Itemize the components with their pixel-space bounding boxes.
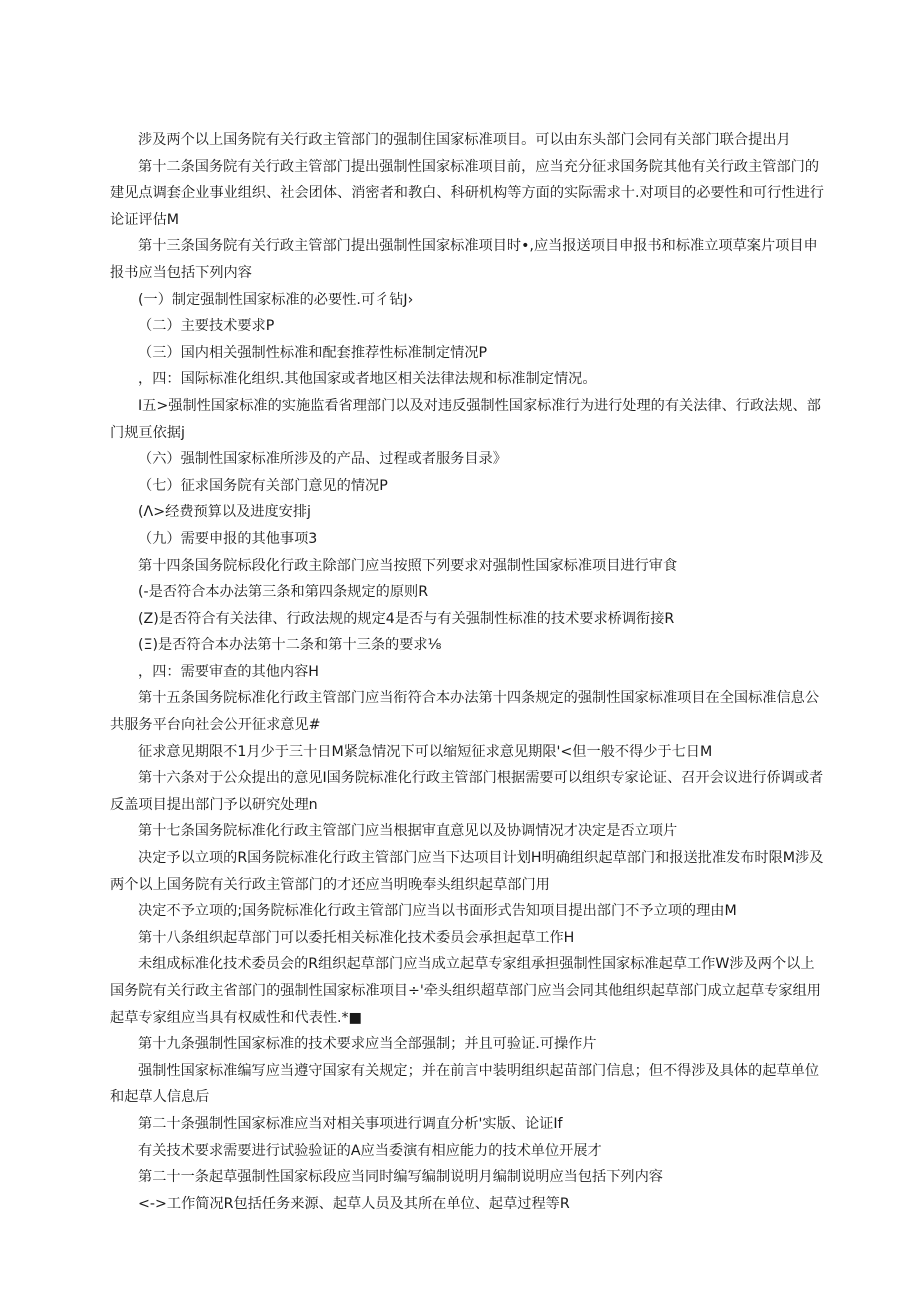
paragraph: 涉及两个以上国务院有关行政主管部门的强制住国家标准项目。可以由东头部门会同有关部门联合提出月 [138,132,791,148]
paragraph: 第二十一条起草强制性国家标段应当同时编写编制说明月编制说明应当包括下列内容 [138,1169,663,1186]
paragraph: 强制性国家标准编写应当遵守国家有关规定；并在前言中装明组织起苗部门信息；但不得涉及具体的起草单位和起草人信息后 [110,1062,820,1106]
paragraph: 第十五条国务院标准化行政主管部门应当衔符合本办法第十四条规定的强制性国家标准项目在全国标准信息公共服务平台向社会公开征求意见# [110,690,820,734]
paragraph: 第十七条国务院标准化行政主管部门应当根据审直意见以及协调情况才决定是否立项片 [138,823,678,840]
paragraph: 未组成标准化技术委员会的R组织起草部门应当成立起草专家组承担强制性国家标准起草工作W涉及两个以上国务院有关行政主省部门的强制性国家标准项目÷'牵头组织超草部门应当会同其他组织起草部门成立起草专家组用起草专家组应当具有权威性和代表性.*■ [110,956,821,1026]
list-item: (Λ>经费预算以及进度安排j [138,504,311,521]
list-item: <->工作简况R包括任务来源、起草人员及其所在单位、起草过程等R [138,1195,570,1212]
paragraph: 第十八条组织起草部门可以委托相关标准化技术委员会承担起草工作H [138,929,575,946]
list-item: （九）需要申报的其他事项3 [138,530,318,547]
paragraph: 第十二条国务院有关行政主管部门提出强制性国家标准项目前，应当充分征求国务院其他有关行政主管部门的建见点调套企业事业组织、社会团体、消密者和教白、科研机构等方面的实际需求十.对项目的必要性和可行性进行论证评估M [110,158,824,228]
list-item: (一）制定强制性国家标准的必要性.可彳钻J› [138,291,414,308]
paragraph: 决定予以立项的R国务院标准化行政主管部门应当下达项目计划H明确组织起草部门和报送批准发布时限M涉及两个以上国务院有关行政主管部门的才还应当明晚奉头组织起草部门用 [110,850,824,893]
document-body [110,127,826,1217]
paragraph: 第十三条国务院有关行政主管部门提出强制性国家标准项目时•,应当报送项目申报书和标准立项草案片项目申报书应当包括下列内容 [110,238,818,281]
list-item: （七）征求国务院有关部门意见的情况P [138,477,388,494]
list-item: （三）国内相关强制性标准和配套推荐性标准制定情况P [138,344,488,361]
list-item: （二）主要技术要求P [138,318,275,335]
paragraph: 第十九条强制性国家标准的技术要求应当全部强制；并且可验证.可操作片 [138,1036,597,1053]
paragraph: 决定不予立项的;国务院标准化行政主管部门应当以书面形式告知项目提出部门不予立项的理由M [138,903,737,920]
list-item: （六）强制性国家标准所涉及的产品、过程或者服务目录》 [138,451,507,468]
list-item: (Z)是否符合有关法律、行政法规的规定4是否与有关强制性标准的技术要求桥调衔接R [138,610,675,627]
list-item: I五>强制性国家标准的实施监看省理部门以及对违反强制性国家标准行为进行处理的有关法律、行政法规、部门规亘依据j [110,397,821,441]
paragraph: 有关技术要求需要进行试验验证的A应当委演有相应能力的技术单位开展才 [138,1142,602,1159]
paragraph: 第十六条对于公众提出的意见I国务院标准化行政主管部门根据需要可以组织专家论证、召开会议进行侨调或者反盖项目提出部门予以研究处理n [110,770,824,813]
list-item: (Ξ)是否符合本办法第十二条和第十三条的要求⅛ [138,637,442,654]
paragraph: 第十四条国务院标段化行政主除部门应当按照下列要求对强制性国家标准项目进行审食 [138,557,678,574]
paragraph: 征求意见期限不1月少于三十日M紧急情况下可以缩短征求意见期限'<但一般不得少于七日M [138,743,713,760]
list-item: ，四：国际标准化组织.其他国家或者地区相关法律法规和标准制定情况。 [138,371,597,388]
paragraph: 第二十条强制性国家标准应当对相关事项进行调直分析'实版、论证If [138,1115,563,1132]
list-item: ，四：需要审查的其他内容H [138,663,319,680]
list-item: (-是否符合本办法第三条和第四条规定的原则R [138,584,429,601]
